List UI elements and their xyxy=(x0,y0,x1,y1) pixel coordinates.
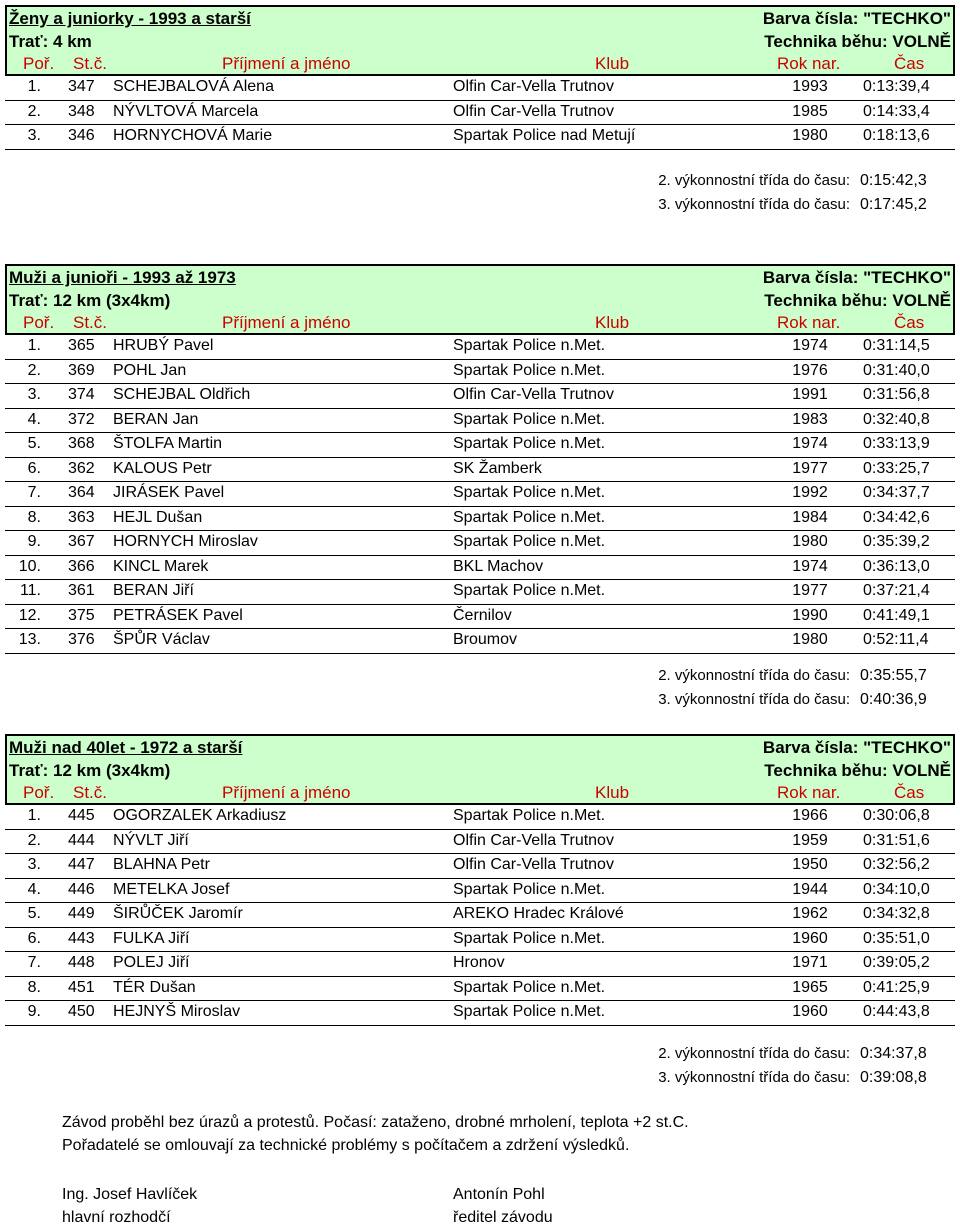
column-headers xyxy=(7,312,953,333)
birth-year-cell: 1993 xyxy=(792,78,828,95)
time-cell: 0:39:05,2 xyxy=(863,954,930,971)
rank-cell: 4. xyxy=(27,410,41,428)
bib-number-cell: 366 xyxy=(68,557,95,575)
table-row xyxy=(5,556,955,581)
bib-number-cell: 444 xyxy=(68,831,95,849)
bib-number-cell: 375 xyxy=(68,606,95,624)
club-cell: Spartak Police n.Met. xyxy=(453,582,606,599)
column-header-stc: St.č. xyxy=(73,313,108,332)
club-cell: Olfin Car-Vella Trutnov xyxy=(453,856,614,873)
table-row xyxy=(5,605,955,630)
rank-cell: 4. xyxy=(27,880,41,898)
results-section xyxy=(5,264,955,654)
birth-year-cell: 1950 xyxy=(792,856,828,873)
column-header-name: Příjmení a jméno xyxy=(222,54,351,73)
performance-class-label: 2. výkonnostní třída do času: xyxy=(658,172,850,189)
results-section xyxy=(5,5,955,150)
birth-year-cell: 1985 xyxy=(792,102,828,120)
club-cell: Spartak Police n.Met. xyxy=(453,929,606,947)
club-cell: Spartak Police n.Met. xyxy=(453,484,606,501)
name-cell: BERAN Jiří xyxy=(113,582,194,599)
name-cell: NÝVLT Jiří xyxy=(113,831,189,849)
column-header-time: Čas xyxy=(894,783,925,802)
birth-year-cell: 1980 xyxy=(792,631,828,648)
column-header-por: Poř. xyxy=(23,54,55,73)
column-header-stc: St.č. xyxy=(73,783,108,802)
column-header-name: Příjmení a jméno xyxy=(222,313,351,332)
table-row xyxy=(5,360,955,385)
column-header-club: Klub xyxy=(595,54,630,73)
time-cell: 0:31:40,0 xyxy=(863,361,930,379)
column-header-por: Poř. xyxy=(23,783,55,802)
performance-class-time: 0:34:37,8 xyxy=(860,1045,927,1062)
performance-class-label: 3. výkonnostní třída do času: xyxy=(658,196,850,213)
bib-number-cell: 367 xyxy=(68,533,95,550)
results-section xyxy=(5,734,955,1026)
column-header-year: Rok nar. xyxy=(777,313,841,332)
rank-cell: 3. xyxy=(27,856,41,873)
rank-cell: 2. xyxy=(27,361,41,379)
name-cell: HEJNYŠ Miroslav xyxy=(113,1003,241,1020)
birth-year-cell: 1977 xyxy=(792,459,828,477)
technique: Technika běhu: VOLNĚ xyxy=(764,291,951,310)
name-cell: ŠPŮR Václav xyxy=(113,631,210,648)
birth-year-cell: 1992 xyxy=(792,484,828,501)
time-cell: 0:31:51,6 xyxy=(863,831,930,849)
time-cell: 0:34:42,6 xyxy=(863,508,930,526)
bib-number-cell: 362 xyxy=(68,459,95,477)
name-cell: BLAHNA Petr xyxy=(113,856,210,873)
club-cell: BKL Machov xyxy=(453,557,544,575)
table-row xyxy=(5,507,955,532)
name-cell: HORNYCH Miroslav xyxy=(113,533,258,550)
table-row xyxy=(5,854,955,879)
name-cell: HEJL Dušan xyxy=(113,508,203,526)
bib-number-cell: 445 xyxy=(68,807,95,824)
rank-cell: 9. xyxy=(27,1003,41,1020)
referee-name: Ing. Josef Havlíček xyxy=(62,1186,198,1203)
time-cell: 0:41:25,9 xyxy=(863,978,930,996)
time-cell: 0:34:10,0 xyxy=(863,880,930,898)
referee-role: hlavní rozhodčí xyxy=(62,1209,171,1226)
table-row xyxy=(5,482,955,507)
bib-number-cell: 446 xyxy=(68,880,95,898)
table-row xyxy=(5,101,955,126)
table-row xyxy=(5,977,955,1002)
club-cell: Spartak Police n.Met. xyxy=(453,435,606,452)
birth-year-cell: 1980 xyxy=(792,127,828,144)
name-cell: BERAN Jan xyxy=(113,410,199,428)
birth-year-cell: 1966 xyxy=(792,807,828,824)
column-header-year: Rok nar. xyxy=(777,783,841,802)
rank-cell: 13. xyxy=(18,631,41,648)
table-row xyxy=(5,531,955,556)
performance-class-time: 0:17:45,2 xyxy=(860,196,927,213)
birth-year-cell: 1944 xyxy=(792,880,828,898)
table-row xyxy=(5,928,955,953)
time-cell: 0:34:37,7 xyxy=(863,484,930,501)
rank-cell: 5. xyxy=(27,435,41,452)
track-length: Trať: 4 km xyxy=(9,32,92,51)
bib-number-cell: 374 xyxy=(68,386,95,403)
table-row xyxy=(5,384,955,409)
time-cell: 0:36:13,0 xyxy=(863,557,930,575)
club-cell: Černilov xyxy=(453,606,512,624)
column-header-name: Příjmení a jméno xyxy=(222,783,351,802)
time-cell: 0:18:13,6 xyxy=(863,127,930,144)
name-cell: TÉR Dušan xyxy=(113,978,196,996)
table-row xyxy=(5,409,955,434)
section-header xyxy=(5,5,955,76)
birth-year-cell: 1962 xyxy=(792,905,828,922)
name-cell: ŠTOLFA Martin xyxy=(113,435,223,452)
club-cell: Hronov xyxy=(453,954,505,971)
bib-number-cell: 450 xyxy=(68,1003,95,1020)
table-row xyxy=(5,629,955,654)
rank-cell: 11. xyxy=(19,582,41,599)
name-cell: OGORZALEK Arkadiusz xyxy=(113,807,287,824)
time-cell: 0:32:40,8 xyxy=(863,410,930,428)
time-cell: 0:32:56,2 xyxy=(863,856,930,873)
rank-cell: 3. xyxy=(27,127,41,144)
time-cell: 0:33:13,9 xyxy=(863,435,930,452)
bib-color: Barva čísla: "TECHKO" xyxy=(762,268,951,287)
rank-cell: 1. xyxy=(27,807,41,824)
section-header xyxy=(5,264,955,335)
birth-year-cell: 1984 xyxy=(792,508,828,526)
performance-class-label: 2. výkonnostní třída do času: xyxy=(658,1045,850,1062)
time-cell: 0:41:49,1 xyxy=(863,606,930,624)
table-row xyxy=(5,580,955,605)
table-row xyxy=(5,458,955,483)
birth-year-cell: 1990 xyxy=(792,606,828,624)
name-cell: KINCL Marek xyxy=(113,557,209,575)
rank-cell: 2. xyxy=(27,831,41,849)
rank-cell: 9. xyxy=(27,533,41,550)
time-cell: 0:35:51,0 xyxy=(863,929,930,947)
section-header xyxy=(5,734,955,805)
performance-class-time: 0:40:36,9 xyxy=(860,691,927,708)
time-cell: 0:34:32,8 xyxy=(863,905,930,922)
table-row xyxy=(5,433,955,458)
table-row xyxy=(5,335,955,360)
birth-year-cell: 1960 xyxy=(792,929,828,947)
director-name: Antonín Pohl xyxy=(453,1186,545,1203)
name-cell: PETRÁSEK Pavel xyxy=(113,606,243,624)
bib-number-cell: 348 xyxy=(68,102,95,120)
club-cell: Spartak Police n.Met. xyxy=(453,361,606,379)
column-header-club: Klub xyxy=(595,783,630,802)
name-cell: SCHEJBALOVÁ Alena xyxy=(113,78,274,95)
apology-note: Pořadatelé se omlouvají za technické problémy s počítačem a zdržení výsledků. xyxy=(62,1137,630,1154)
performance-class-label: 2. výkonnostní třída do času: xyxy=(658,667,850,684)
column-headers xyxy=(7,53,953,74)
performance-class-label: 3. výkonnostní třída do času: xyxy=(658,691,850,708)
rank-cell: 7. xyxy=(27,954,41,971)
club-cell: Spartak Police n.Met. xyxy=(453,978,606,996)
table-row xyxy=(5,903,955,928)
bib-number-cell: 443 xyxy=(68,929,95,947)
rank-cell: 1. xyxy=(27,78,41,95)
column-header-club: Klub xyxy=(595,313,630,332)
table-row xyxy=(5,830,955,855)
technique: Technika běhu: VOLNĚ xyxy=(764,761,951,780)
column-header-year: Rok nar. xyxy=(777,54,841,73)
table-row xyxy=(5,879,955,904)
name-cell: POHL Jan xyxy=(113,361,187,379)
bib-number-cell: 372 xyxy=(68,410,95,428)
rank-cell: 1. xyxy=(27,337,41,354)
director-role: ředitel závodu xyxy=(453,1209,553,1226)
club-cell: Olfin Car-Vella Trutnov xyxy=(453,102,614,120)
performance-class-time: 0:39:08,8 xyxy=(860,1069,927,1086)
rank-cell: 8. xyxy=(27,508,41,526)
club-cell: Spartak Police n.Met. xyxy=(453,508,606,526)
club-cell: Spartak Police n.Met. xyxy=(453,533,606,550)
time-cell: 0:31:56,8 xyxy=(863,386,930,403)
name-cell: HRUBÝ Pavel xyxy=(113,337,214,354)
name-cell: FULKA Jiří xyxy=(113,929,190,947)
club-cell: AREKO Hradec Králové xyxy=(453,905,624,922)
time-cell: 0:30:06,8 xyxy=(863,807,930,824)
name-cell: SCHEJBAL Oldřich xyxy=(113,386,251,403)
birth-year-cell: 1974 xyxy=(792,435,828,452)
birth-year-cell: 1965 xyxy=(792,978,828,996)
table-row xyxy=(5,805,955,830)
time-cell: 0:33:25,7 xyxy=(863,459,930,477)
club-cell: Spartak Police n.Met. xyxy=(453,1003,606,1020)
track-length: Trať: 12 km (3x4km) xyxy=(9,761,171,780)
column-header-stc: St.č. xyxy=(73,54,108,73)
bib-number-cell: 376 xyxy=(68,631,95,648)
rank-cell: 12. xyxy=(18,606,41,624)
technique: Technika běhu: VOLNĚ xyxy=(764,32,951,51)
bib-number-cell: 346 xyxy=(68,127,95,144)
name-cell: ŠIRŮČEK Jaromír xyxy=(113,905,243,922)
club-cell: Spartak Police n.Met. xyxy=(453,807,606,824)
column-header-time: Čas xyxy=(894,54,925,73)
column-header-por: Poř. xyxy=(23,313,55,332)
bib-number-cell: 347 xyxy=(68,78,95,95)
performance-class-time: 0:35:55,7 xyxy=(860,667,927,684)
club-cell: Olfin Car-Vella Trutnov xyxy=(453,831,614,849)
rank-cell: 5. xyxy=(27,905,41,922)
club-cell: SK Žamberk xyxy=(453,459,542,477)
time-cell: 0:37:21,4 xyxy=(863,582,930,599)
club-cell: Spartak Police nad Metují xyxy=(453,127,636,144)
bib-number-cell: 448 xyxy=(68,954,95,971)
performance-class-label: 3. výkonnostní třída do času: xyxy=(658,1069,850,1086)
club-cell: Olfin Car-Vella Trutnov xyxy=(453,386,614,403)
name-cell: NÝVLTOVÁ Marcela xyxy=(113,102,259,120)
time-cell: 0:35:39,2 xyxy=(863,533,930,550)
table-row xyxy=(5,125,955,150)
birth-year-cell: 1971 xyxy=(792,954,828,971)
club-cell: Broumov xyxy=(453,631,518,648)
birth-year-cell: 1977 xyxy=(792,582,828,599)
club-cell: Spartak Police n.Met. xyxy=(453,410,606,428)
time-cell: 0:44:43,8 xyxy=(863,1003,930,1020)
bib-number-cell: 365 xyxy=(68,337,95,354)
table-row xyxy=(5,76,955,101)
bib-color: Barva čísla: "TECHKO" xyxy=(762,9,951,28)
rank-cell: 8. xyxy=(27,978,41,996)
club-cell: Olfin Car-Vella Trutnov xyxy=(453,78,614,95)
category-title: Muži a junioři - 1993 až 1973 xyxy=(9,268,236,287)
birth-year-cell: 1991 xyxy=(792,386,828,403)
name-cell: JIRÁSEK Pavel xyxy=(113,484,225,501)
bib-number-cell: 447 xyxy=(68,856,95,873)
track-length: Trať: 12 km (3x4km) xyxy=(9,291,171,310)
column-header-time: Čas xyxy=(894,313,925,332)
club-cell: Spartak Police n.Met. xyxy=(453,880,606,898)
birth-year-cell: 1974 xyxy=(792,337,828,354)
table-row xyxy=(5,952,955,977)
time-cell: 0:13:39,4 xyxy=(863,78,930,95)
bib-number-cell: 361 xyxy=(68,582,95,599)
race-note: Závod proběhl bez úrazů a protestů. Počasí: zataženo, drobné mrholení, teplota +2 st.C. xyxy=(62,1114,689,1131)
column-headers xyxy=(7,782,953,803)
time-cell: 0:52:11,4 xyxy=(863,631,929,648)
birth-year-cell: 1960 xyxy=(792,1003,828,1020)
name-cell: METELKA Josef xyxy=(113,880,230,898)
time-cell: 0:14:33,4 xyxy=(863,102,930,120)
bib-number-cell: 363 xyxy=(68,508,95,526)
club-cell: Spartak Police n.Met. xyxy=(453,337,606,354)
name-cell: HORNYCHOVÁ Marie xyxy=(113,127,273,144)
name-cell: KALOUS Petr xyxy=(113,459,212,477)
bib-number-cell: 364 xyxy=(68,484,95,501)
table-row xyxy=(5,1001,955,1026)
birth-year-cell: 1980 xyxy=(792,533,828,550)
birth-year-cell: 1983 xyxy=(792,410,828,428)
bib-number-cell: 451 xyxy=(68,978,95,996)
birth-year-cell: 1976 xyxy=(792,361,828,379)
rank-cell: 10. xyxy=(18,557,41,575)
category-title: Muži nad 40let - 1972 a starší xyxy=(9,738,243,757)
birth-year-cell: 1974 xyxy=(792,557,828,575)
name-cell: POLEJ Jiří xyxy=(113,954,190,971)
rank-cell: 3. xyxy=(27,386,41,403)
rank-cell: 6. xyxy=(27,929,41,947)
bib-number-cell: 449 xyxy=(68,905,95,922)
rank-cell: 7. xyxy=(27,484,41,501)
bib-number-cell: 368 xyxy=(68,435,95,452)
rank-cell: 6. xyxy=(27,459,41,477)
bib-number-cell: 369 xyxy=(68,361,95,379)
performance-class-time: 0:15:42,3 xyxy=(860,172,927,189)
birth-year-cell: 1959 xyxy=(792,831,828,849)
time-cell: 0:31:14,5 xyxy=(863,337,930,354)
category-title: Ženy a juniorky - 1993 a starší xyxy=(9,9,251,28)
bib-color: Barva čísla: "TECHKO" xyxy=(762,738,951,757)
rank-cell: 2. xyxy=(27,102,41,120)
